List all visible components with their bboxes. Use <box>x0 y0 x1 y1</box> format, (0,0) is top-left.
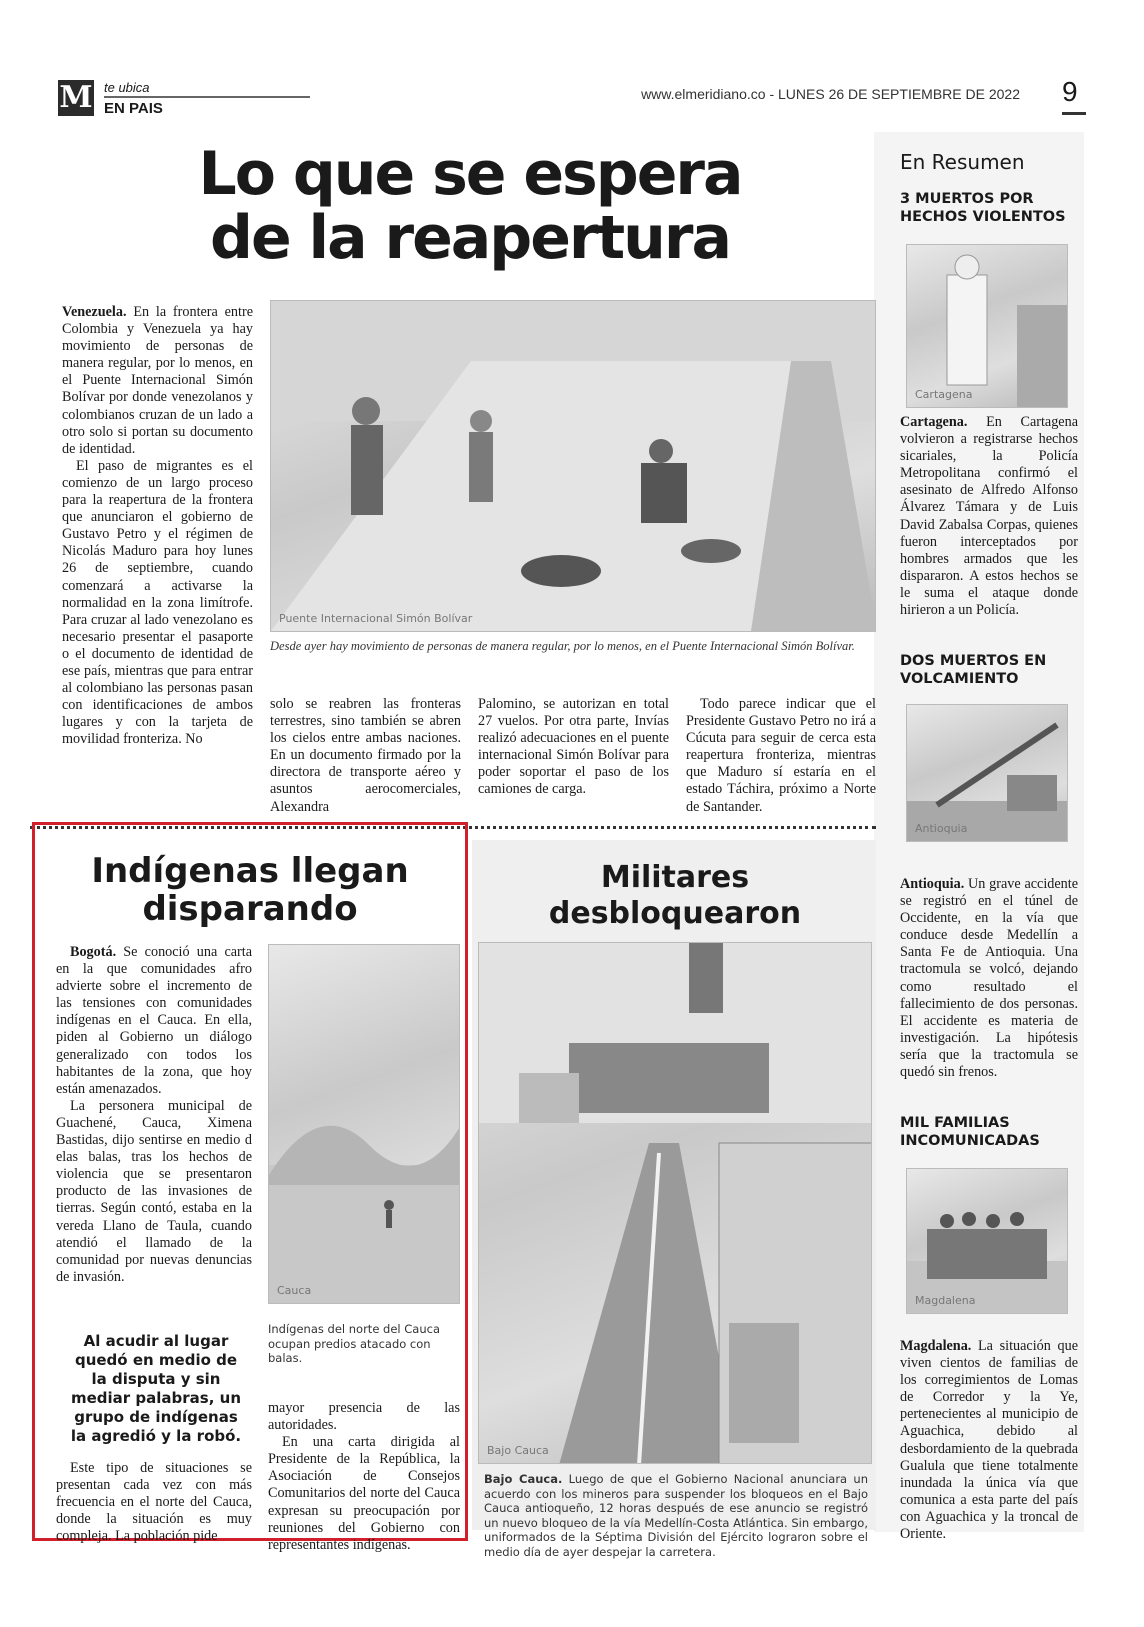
box-story-col1 <box>56 944 252 1286</box>
truck-photo-label: Bajo Cauca <box>487 1444 549 1457</box>
main-col3-text: Palomino, se autorizan en total 27 vuelos. Por otra parte, Invías realizó adecuaciones en el puente internacional Simón Bolívar para poder soportar el paso de los camiones de carga. <box>478 696 669 798</box>
magdalena-photo-illustration <box>907 1169 1068 1314</box>
section-name: EN PAIS <box>104 100 163 117</box>
cartagena-photo <box>906 244 1068 408</box>
dateline: www.elmeridiano.co - LUNES 26 DE SEPTIEMBRE DE 2022 <box>641 86 1020 102</box>
bridge-photo-illustration <box>271 301 876 632</box>
page-number: 9 <box>1062 76 1078 107</box>
cauca-photo <box>268 944 460 1304</box>
main-headline: Lo que se espera de la reapertura <box>198 139 742 273</box>
box-story-pull-quote: Al acudir al lugar quedó en medio de la disputa y sin mediar palabras, un grupo de indígenas la agredió y la robó. <box>70 1332 242 1445</box>
box-story-p1: Se conoció una carta en la que comunidades afro advierte sobre el incremento de las tensiones con comunidades indígenas en el Cauca. En ella, piden al Gobierno un diálogo generalizado con todos los habitantes de la zona, que hoy están amenazados. <box>56 944 252 1097</box>
main-story-col1 <box>62 304 253 748</box>
bridge-photo-caption: Desde ayer hay movimiento de personas de manera regular, por lo menos, en el Puente Internacional Simón Bolívar. <box>270 639 855 653</box>
sidebar-item-2-lead: Antioquia. <box>900 876 965 892</box>
box-story-p4: mayor presencia de las autoridades. <box>268 1400 460 1434</box>
sidebar-item-1-head: 3 MUERTOS POR HECHOS VIOLENTOS <box>900 191 1066 225</box>
truck-photo-illustration <box>479 943 872 1464</box>
military-story-headline: Militares desbloquearon <box>548 860 802 931</box>
sidebar-title: En Resumen <box>900 150 1025 174</box>
sidebar-item-2-text: Un grave accidente se registró en el túnel de Occidente, en la vía que conduce desde Medellín a Santa Fe de Antioquia. Una tractomula se volcó, dejando como resultado el fallecimiento de dos personas. El accidente es materia de investigación. La hipótesis sería que la tractomula se quedó sin frenos. <box>900 876 1079 1081</box>
military-caption-lead: Bajo Cauca. <box>484 1472 563 1486</box>
box-story-col1-end <box>56 1460 252 1545</box>
box-story-p2: La personera municipal de Guachené, Cauca, Ximena Bastidas, dijo sentirse en medio d elas balas, tras los hechos de violencia que se presentaron producto de las invasiones de tierras. Según contó, estaba en la vereda Llano de Taula, cuando atendió el llamado de la comunidad por nuevas denuncias de invasión. <box>56 1097 252 1285</box>
sidebar-item-3-head: MIL FAMILIAS INCOMUNICADAS <box>900 1115 1040 1149</box>
cauca-photo-label: Cauca <box>277 1284 312 1297</box>
sidebar-item-3-text: La situación que viven cientos de familias de los corregimientos de Lomas de Corredor y la Ye, pertenecientes al municipio de Aguachica, debido al desbordamiento de la quebrada Gualula que tiene totalmente inundada la única vía que comunica a esta parte del país con Aguachica y la troncal de Oriente. <box>900 1338 1079 1543</box>
cauca-photo-caption: Indígenas del norte del Cauca ocupan predios atacado con balas. <box>268 1322 441 1365</box>
magdalena-photo <box>906 1168 1068 1314</box>
box-story-col2 <box>268 1400 460 1554</box>
cartagena-photo-illustration <box>907 245 1068 408</box>
antioquia-photo-label: Antioquia <box>915 822 968 835</box>
main-col1-p2: El paso de migrantes es el comienzo de un largo proceso para la reapertura de la frontera que anunciaron el gobierno de Gustavo Petro y el régimen de Nicolás Maduro para hoy lunes 26 de septiembre, cuando comenzará a activarse la normalidad en la zona limítrofe. Para cruzar al lado venezolano es necesario presentar el pasaporte o el documento de identidad de ese país, mientras que para entrar al colombiano las personas pasan con identificaciones de ambos lugares y con la tarjeta de movilidad fronteriza. No <box>62 457 253 748</box>
sidebar-item-3-lead: Magdalena. <box>900 1338 972 1354</box>
main-story-col2 <box>270 696 461 816</box>
main-col2-text: solo se reabren las fronteras terrestres, sino también se abren los cielos entre ambas naciones. En un documento firmado por la directora de transporte aéreo y asuntos aerocomerciales, Alexandra <box>270 696 461 815</box>
sidebar-item-1-body <box>900 414 1078 619</box>
antioquia-photo <box>906 704 1068 842</box>
main-col1-p1: En la frontera entre Colombia y Venezuela ya hay movimiento de personas de manera regular, por lo menos, en el Puente Internacional Simón Bolívar por donde venezolanos y colombianos cruzan de un lado a otro solo si portan su documento de identidad. <box>62 304 253 457</box>
box-story-lead: Bogotá. <box>70 944 117 960</box>
section-tag: te ubica <box>104 80 150 95</box>
magdalena-photo-label: Magdalena <box>915 1294 976 1307</box>
box-story-headline: Indígenas llegan disparando <box>91 851 409 929</box>
bridge-photo <box>270 300 876 632</box>
page-number-rule <box>1062 112 1086 115</box>
sidebar-item-2-head: DOS MUERTOS EN VOLCAMIENTO <box>900 653 1047 687</box>
main-story-col3 <box>478 696 669 799</box>
main-lead: Venezuela. <box>62 304 127 320</box>
sidebar-item-2-body <box>900 876 1078 1081</box>
header-rule <box>104 96 310 98</box>
military-story-caption <box>484 1472 868 1559</box>
cauca-photo-illustration <box>269 945 460 1304</box>
truck-photo <box>478 942 872 1464</box>
main-story-col4 <box>686 696 876 816</box>
military-caption-text: Luego de que el Gobierno Nacional anunciara un acuerdo con los mineros para suspender los bloqueos en el Bajo Cauca antioqueño, 12 horas después de ese anuncio se registró un nuevo bloqueo de la vía Medellín-Costa Atlántica. Sin embargo, uniformados de la Séptima División del Ejército lograron sobre el medio día de ayer despejar la carretera. <box>484 1472 868 1559</box>
newspaper-logo: M <box>59 80 93 115</box>
box-story-p5: En una carta dirigida al Presidente de la República, la Asociación de Consejos Comunitarios del norte del Cauca expresan su preocupación por reuniones del Gobierno con representantes indígenas. <box>268 1434 460 1553</box>
box-story-p3: Este tipo de situaciones se presentan cada vez con más frecuencia en el norte del Cauca, donde la situación es muy compleja. La población pide <box>56 1460 252 1545</box>
cartagena-photo-label: Cartagena <box>915 388 973 401</box>
bridge-photo-label: Puente Internacional Simón Bolívar <box>279 612 473 625</box>
sidebar-item-3-body <box>900 1338 1078 1543</box>
sidebar-item-1-lead: Cartagena. <box>900 414 968 430</box>
main-col4-text: Todo parece indicar que el Presidente Gustavo Petro no irá a Cúcuta para seguir de cerca esta reapertura fronteriza, mientras que Maduro sí estaría en el estado Táchira, próximo a Norte de Santander. <box>686 696 876 815</box>
sidebar-item-1-text: En Cartagena volvieron a registrarse hechos sicariales, la Policía Metropolitana confirmó el asesinato de Alfredo Alfonso Álvarez Támara y de Luis David Zabalsa Corpas, quienes fueron interceptados por hombres armados que les dispararon. A estos hechos se le suma el ataque donde hirieron a un Policía. <box>900 414 1078 619</box>
